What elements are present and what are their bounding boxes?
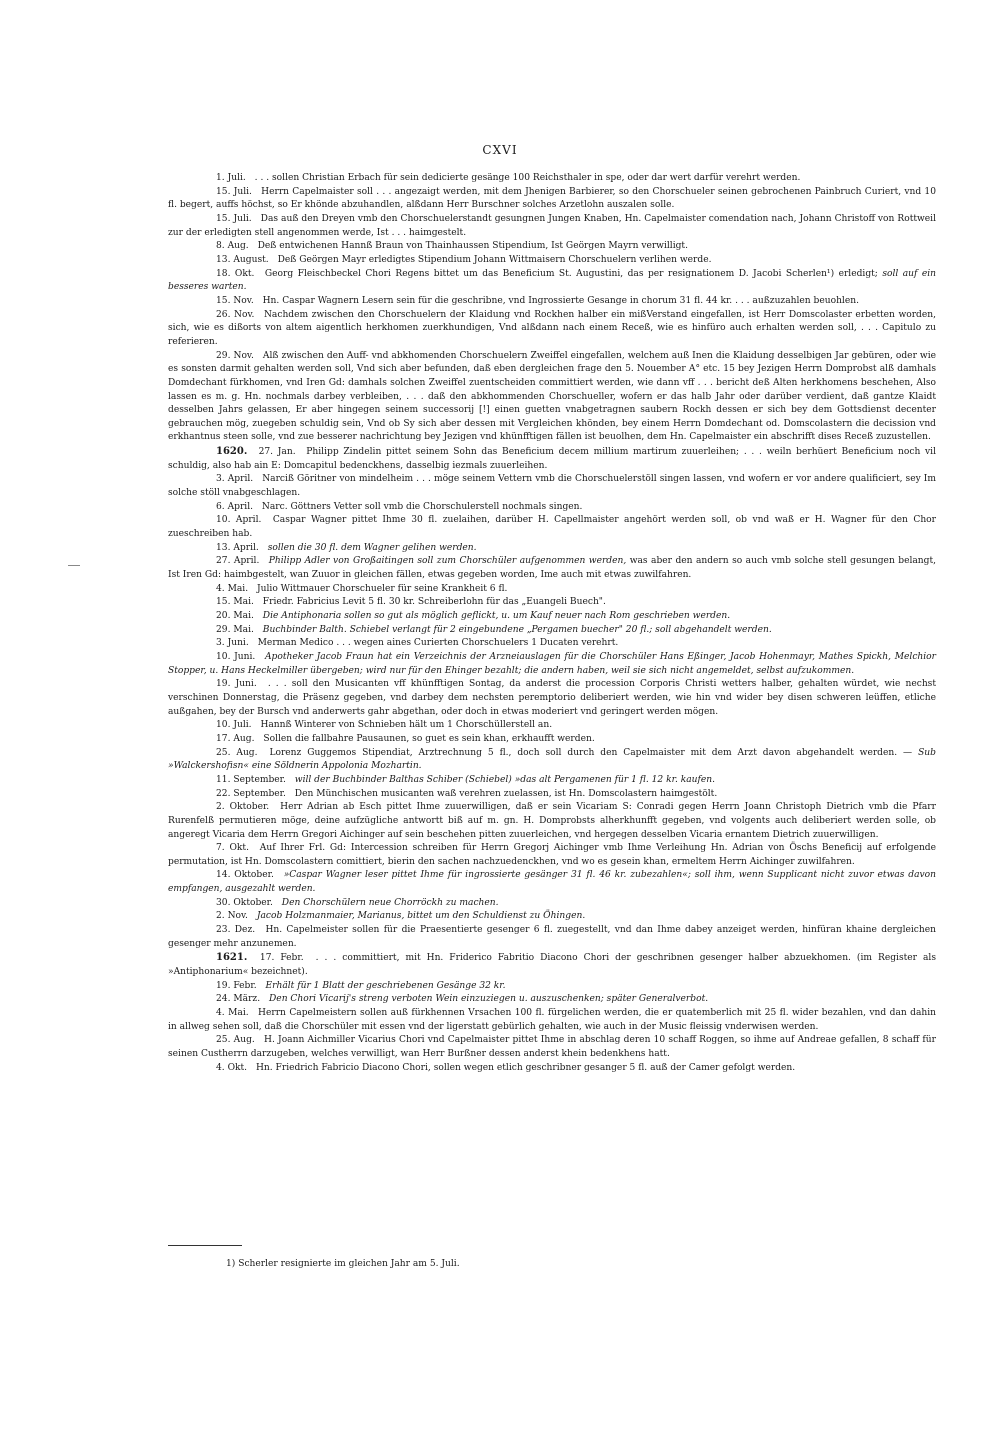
entry-text: Herrn Capelmeistern sollen auß fürkhennen Vrsachen 100 fl. fürgelichen werden, die er quatemberlich mit 25 fl. wider bezahlen, vnd dan dahin in allweg sehen soll, daß die Chorschüler mit essen vnd der ligerstatt gebürlich gehalten, wie auch in der Music fleissig vnderwisen werden. (168, 1008, 936, 1032)
entry-date: 15. Nov. (216, 295, 257, 306)
entry-year: 1621. (216, 952, 254, 964)
entry-date: 26. Nov. (216, 309, 258, 320)
entry-note: Apotheker Jacob Fraun hat ein Verzeichnis der Arzneiauslagen für die Chorschüler Hans Eßinger, Jacob Hohenmayr, Mathes Spickh, Melchior Stopper, u. Hans Heckelmiller übergeben; wird nur für den Ehinger bezahlt; die andern haben, weil sie sich nicht angemeldet, selbst aufzukommen. (168, 651, 936, 676)
entry (168, 1062, 936, 1076)
entry-text: Alß zwischen den Auff- vnd abkhomenden Chorschuelern Zweiffel eingefallen, welchem auß Inen die Klaidung desselbigen Jar gebüren, oder wie es sonsten darmit gehalten werden soll, Vnd sich aber befunden, daß eben dergleichen frage den 5. Nouember A° etc. 15 bey Jezigen Herrn Domprobst alß damhals Domdechant fürkhomen, vnd Iren Gd: damhals solchen Zweiffel zuentscheiden committiert werden, wie dann vff . . . bericht deß Alten herkhomens beschehen, Also lassen es m. g. Hn. nochmals darbey verbleiben, . . . daß den abkhommenden Chorschueller, wofern er das halb Jahr oder darüber verdient, daß gantze Klaidt desselben Jahrs gelassen, Er aber hingegen seinem successorij [!] einen guetten vnabgetragnen saubern Rockh dessen er sich bey dem Gottsdienst decenter gebrauchen mög, zuegeben schuldig sein, Vnd ob Sy sich aber dessen mit Vergleichen khönden, bey einem Herrn Domdechant od. Domscolastern die decission vnd erkhantnus steen solle, vnd zue besserer nachrichtung bey Jezigen vnd khünfftigen fällen ist beuolhen, dem Hn. Capelmaister ein abschrifft dises Receß zuzustellen. (168, 350, 937, 443)
entry-text: . . . sollen Christian Erbach für sein dedicierte gesänge 100 Reichsthaler in spe, oder dar wert darfür verehrt werden. (254, 173, 801, 183)
entry (168, 186, 936, 213)
entry-text: Merman Medico . . . wegen aines Curierten Chorschuelers 1 Ducaten verehrt. (257, 638, 619, 649)
footnote: 1) Scherler resignierte im gleichen Jahr am 5. Juli. (226, 1259, 460, 1269)
entry (168, 924, 936, 951)
entry-note: will der Buchbinder Balthas Schiber (Schiebel) »das alt Pergamenen für 1 fl. 12 kr. kaufen. (294, 774, 716, 785)
entry-date: 10. April. (216, 515, 267, 526)
entry-text: Georg Fleischbeckel Chori Regens bittet um das Beneficium St. Augustini, das per resignationem D. Jacobi Scherlen¹) erledigt; (264, 268, 883, 279)
entry-date: 11. September. (216, 774, 289, 785)
entry (168, 719, 936, 733)
entry-note: sollen die 30 fl. dem Wagner gelihen werden. (267, 542, 477, 553)
margin-mark (68, 565, 80, 566)
entry-text: Lorenz Guggemos Stipendiat, Arztrechnung 5 fl., doch soll durch den Capelmaister mit dem Arzt davon abgehandelt werden. — (269, 747, 919, 758)
entry (168, 842, 936, 869)
entry (168, 268, 936, 295)
entry-date: 3. April. (216, 474, 257, 485)
footnote-rule (168, 1245, 242, 1246)
entry-text: Herr Adrian ab Esch pittet Ihme zuuerwilligen, daß er sein Vicariam S: Conradi gegen Herrn Joann Christoph Dietrich vmb die Pfarr Rurenfelß permutieren möge, deine aufzügliche antwortt biß auf m. gn. H. Domprobsts alherkhunfft gegeben, vnd volgents auch deliberiert werden solle, ob angeregt Vicaria dem Herrn Gregori Aichinger auf sein beschehen pitten zuuerleichen, vnd hergegen desselben Vicaria ernantem Dietrich zuuerwilligen. (168, 802, 936, 840)
entry-date: 10. Juni. (216, 651, 259, 662)
entry-text: . . . committiert, mit Hn. Friderico Fabritio Diacono Chori der geschribnen gesenger halber abzuekhomen. (im Register als »Antiphonarium« bezeichnet). (168, 953, 936, 978)
entry-note: Erhält für 1 Blatt der geschriebenen Gesänge 32 kr. (265, 980, 506, 991)
entry-date: 4. Okt. (216, 1062, 250, 1073)
entry-note: Den Chorschülern neue Chorröckh zu machen. (281, 897, 499, 908)
entry (168, 542, 936, 556)
entry-date: 19. Juni. (216, 679, 262, 690)
entry-date: 4. Mai. (216, 1008, 253, 1019)
entry-text: Hn. Capelmeister sollen für die Praesentierte gesenger 6 fl. zuegestellt, vnd dan Ihme dabey anzeiget werden, hinfüran khaine dergleichen gesenger mehr anzunemen. (168, 925, 936, 949)
entry (168, 624, 936, 638)
entry (168, 801, 936, 842)
entry (168, 774, 936, 788)
entry (168, 172, 936, 186)
entry-note: soll auf ein besseres warten. (168, 268, 937, 293)
entry (168, 213, 936, 240)
entry-text: Julio Wittmauer Chorschueler für seine Krankheit 6 fl. (257, 583, 508, 594)
entry-date: 7. Okt. (216, 843, 254, 854)
entry (168, 897, 936, 911)
entry-note: »Caspar Wagner leser pittet Ihme für ingrossierte gesänger 31 fl. 46 kr. zubezahlen«; soll ihm, wenn Supplicant nicht zuvor etwas davon empfangen, ausgezahlt werden. (168, 870, 936, 895)
entry-text: Hn. Friedrich Fabricio Diacono Chori, sollen wegen etlich geschribner gesanger 5 fl. auß der Camer gefolgt werden. (255, 1062, 796, 1073)
entry (168, 910, 936, 924)
entry (168, 240, 936, 254)
entry-list (168, 172, 936, 1075)
entry-date: 18. Okt. (216, 268, 259, 279)
entry-text: Narc. Göttners Vetter soll vmb die Chorschulerstell nochmals singen. (261, 501, 583, 512)
entry (168, 733, 936, 747)
entry-date: 27. April. (216, 556, 263, 567)
entry-date: 23. Dez. (216, 925, 260, 936)
entry-text: H. Joann Aichmiller Vicarius Chori vnd Capelmaister pittet Ihme in abschlag deren 10 schaff Roggen, so ihme auf Andreae gefallen, 8 schaff für seinen Custherrn darzugeben, welches verwilligt, wan Herr Burßner dessen anderst khein bedenkhens hatt. (168, 1035, 936, 1059)
entry (168, 501, 936, 515)
entry (168, 951, 936, 979)
entry (168, 445, 936, 473)
entry-text: Caspar Wagner pittet Ihme 30 fl. zuelaihen, darüber H. Capellmaister angehört werden soll, ob vnd waß er H. Wagner für den Chor zueschreiben hab. (168, 515, 936, 540)
entry-date: 29. Mai. (216, 624, 257, 635)
entry-date: 17. Febr. (259, 953, 310, 964)
entry-date: 13. April. (216, 542, 262, 553)
entry (168, 350, 936, 446)
entry-note: Buchbinder Balth. Schiebel verlangt für 2 eingebundene „Pergamen buecher" 20 fl.; soll abgehandelt werden. (262, 624, 772, 635)
entry (168, 555, 936, 582)
entry-date: 29. Nov. (216, 350, 257, 361)
entry (168, 254, 936, 268)
entry-date: 17. Aug. (216, 733, 258, 744)
entry-text: Nachdem zwischen den Chorschuelern der Klaidung vnd Rockhen halber ein mißVerstand eingefallen, ist Herr Domscolaster erbetten worden, sich, wie es dißorts von altem aigentlich herkhomen zuerkhundigen, Vnd alßdann nach einem Receß, wie es hinfüro auch erhalten werden soll, . . . Capitulo zu referieren. (168, 309, 936, 347)
entry (168, 295, 936, 309)
entry-text: Hannß Winterer von Schnieben hält um 1 Chorschüllerstell an. (260, 720, 553, 731)
page-number: CXVI (482, 143, 518, 157)
entry-text: Hn. Caspar Wagnern Lesern sein für die geschribne, vnd Ingrossierte Gesange in chorum 31 fl. 44 kr. . . . außzuzahlen beuohlen. (262, 295, 859, 306)
entry-date: 25. Aug. (216, 747, 264, 758)
entry (168, 309, 936, 350)
entry-note: Sub »Walckershofisn« eine Söldnerin Appolonia Mozhartin. (168, 747, 936, 772)
entry (168, 610, 936, 624)
entry-date: 1. Juli. (216, 173, 249, 183)
entry-text: Den Münchischen musicanten waß verehren zuelassen, ist Hn. Domscolastern haimgestölt. (294, 788, 718, 799)
entry-text: Herrn Capelmaister soll . . . angezaigt werden, mit dem Jhenigen Barbierer, so den Chorschueler seinen gebrochenen Painbruch Curiert, vnd 10 fl. begert, auffs höchst, so Er khönde abzuhandlen, alßdann Herr Burschner solches Arzetlohn auszalen solle. (168, 186, 936, 211)
entry-date: 4. Mai. (216, 583, 251, 594)
entry (168, 637, 936, 651)
entry-date: 14. Oktober. (216, 870, 278, 881)
entry-date: 8. Aug. (216, 241, 252, 252)
entry-date: 6. April. (216, 501, 256, 512)
entry (168, 1034, 936, 1061)
entry-date: 27. Jan. (258, 447, 301, 458)
entry-date: 30. Oktober. (216, 897, 276, 908)
entry-date: 10. Juli. (216, 720, 255, 731)
entry-text: Philipp Zindelin pittet seinem Sohn das Beneficium decem millium martirum zuuerleihen; . . . weiln berhüert Beneficium noch vil schuldig, also hab ain E: Domcapitul bedenckhens, dasselbig iezmals zuuerleihen. (168, 447, 936, 471)
entry-date: 15. Juli. (216, 213, 255, 224)
entry-year: 1620. (216, 446, 253, 458)
entry-text: Narciß Göritner von mindelheim . . . möge seinem Vettern vmb die Chorschuelerstöll singen lassen, vnd wofern er vor andere qualificiert, sey Im solche stöll vnabgeschlagen. (168, 474, 936, 499)
entry-date: 24. März. (216, 994, 264, 1005)
entry-text: Friedr. Fabricius Levit 5 fl. 30 kr. Schreiberlohn für das „Euangeli Buech". (262, 597, 606, 608)
entry (168, 788, 936, 802)
entry (168, 993, 936, 1007)
entry (168, 514, 936, 541)
entry (168, 747, 936, 774)
entry-note: Die Antiphonaria sollen so gut als möglich geflickt, u. um Kauf neuer nach Rom geschrieben werden. (262, 611, 731, 621)
entry (168, 980, 936, 994)
entry-text-after: was aber den andern so auch vmb solche stell gesungen belangt, Ist Iren Gd: haimbgestelt, wan Zuuor in gleichen fällen, etwas gegeben worden, Ime auch mit etwas zuwilfahren. (168, 556, 937, 581)
entry-date: 15. Juli. (216, 186, 256, 197)
entry (168, 869, 936, 896)
entry-date: 2. Nov. (216, 911, 251, 922)
entry-date: 2. Oktober. (216, 802, 275, 813)
entry-note: Philipp Adler von Großaitingen soll zum Chorschüler aufgenommen werden, (268, 556, 630, 567)
entry (168, 678, 936, 719)
entry-note: Jacob Holzmanmaier, Marianus, bittet um den Schuldienst zu Öhingen. (256, 911, 586, 922)
entry-text: . . . soll den Musicanten vff khünfftigen Sontag, da anderst die procession Corporis Christi wetters halber, gehalten würdet, wie nechst verschinen Donnerstag, die Präsenz gegeben, vnd darbey dem nechsten peremptorio deliberiert werden, wie hin vnd wider bey disen schweren leüffen, etliche außgahen, bey der Bursch vnd anderwerts gahr abgethan, oder doch in etwas moderiert vnd geringert werden mögen. (168, 679, 937, 717)
entry-note: Den Chori Vicarij's streng verboten Wein einzuziegen u. auszuschenken; später Generalverbot. (269, 994, 709, 1005)
entry-text: Auf Ihrer Frl. Gd: Intercession schreiben für Herrn Gregorj Aichinger vmb Ihme Verleihung Hn. Adrian von Öschs Beneficij auf erfolgende permutation, ist Hn. Domscolastern comittiert, bierin den sachen nachzuedenckhen, vnd wo es gesein khan, ermeltem Herrn Aichinger zuwilfahren. (168, 843, 937, 867)
entry-date: 13. August. (216, 254, 272, 265)
entry (168, 473, 936, 500)
entry-date: 15. Mai. (216, 597, 257, 608)
entry-date: 19. Febr. (216, 980, 260, 991)
entry-text: Das auß den Dreyen vmb den Chorschuelerstandt gesungnen Jungen Knaben, Hn. Capelmaister comendation nach, Johann Christoff von Rottweil zur der erledigten stell angenommen werde, Ist . . . haimgestelt. (168, 213, 936, 238)
entry-date: 3. Juni. (216, 638, 252, 649)
entry-date: 20. Mai. (216, 611, 257, 621)
entry (168, 1007, 936, 1034)
entry (168, 596, 936, 610)
entry-text: Sollen die fallbahre Pausaunen, so guet es sein khan, erkhaufft werden. (263, 733, 595, 744)
entry (168, 651, 936, 678)
entry-text: Deß entwichenen Hannß Braun von Thainhaussen Stipendium, Ist Geörgen Mayrn verwilligt. (257, 241, 688, 252)
entry-text: Deß Geörgen Mayr erledigtes Stipendium Johann Wittmaisern Chorschuelern verlihen werde. (277, 254, 712, 265)
entry-date: 25. Aug. (216, 1035, 259, 1046)
entry (168, 583, 936, 597)
entry-date: 22. September. (216, 788, 289, 799)
